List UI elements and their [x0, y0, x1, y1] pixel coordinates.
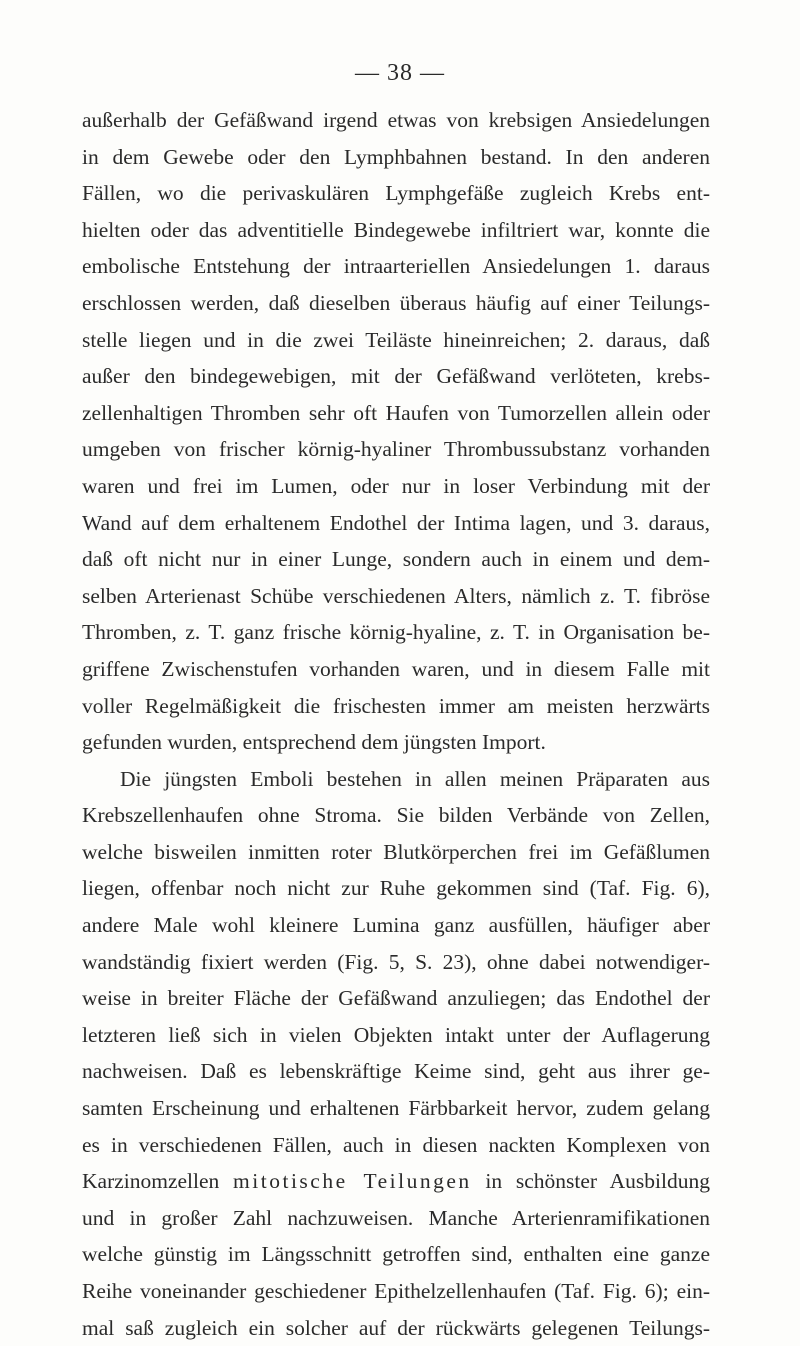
text-line: mal saß zugleich ein solcher auf der rückwärts gelegenen Teilungs-: [82, 1315, 710, 1340]
text-line: waren und frei im Lumen, oder nur in loser Verbindung mit der: [82, 473, 710, 498]
text-line: umgeben von frischer körnig-hyaliner Thrombussubstanz vorhanden: [82, 437, 710, 462]
text-line: weise in breiter Fläche der Gefäßwand anzuliegen; das Endothel der: [82, 986, 710, 1011]
text-line: und in großer Zahl nachzuweisen. Manche Arterienramifikationen: [82, 1205, 710, 1230]
text-line: Reihe voneinander geschiedener Epithelzellenhaufen (Taf. Fig. 6); ein-: [82, 1279, 710, 1303]
text-line: Fällen, wo die perivaskulären Lymphgefäße zugleich Krebs ent-: [82, 181, 710, 206]
text-line: andere Male wohl kleinere Lumina ganz ausfüllen, häufiger aber: [82, 913, 710, 938]
body-text: [82, 102, 710, 1346]
text-run: in schönster Ausbildung: [471, 1169, 710, 1194]
text-line: erschlossen werden, daß dieselben überaus häufig auf einer Teilungs-: [82, 290, 710, 315]
text-line: daß oft nicht nur in einer Lunge, sondern auch in einem und dem-: [82, 547, 710, 572]
text-line: stelle liegen und in die zwei Teiläste hineinreichen; 2. daraus, daß: [82, 327, 710, 352]
text-line: es in verschiedenen Fällen, auch in diesen nackten Komplexen von: [82, 1132, 710, 1157]
text-line: samten Erscheinung und erhaltenen Färbbarkeit hervor, zudem gelang: [82, 1096, 710, 1121]
page-number: — 38 —: [355, 60, 445, 86]
text-line: Krebszellenhaufen ohne Stroma. Sie bilden Verbände von Zellen,: [82, 803, 710, 828]
text-line: welche günstig im Längsschnitt getroffen sind, enthalten eine ganze: [82, 1242, 710, 1267]
text-line: Die jüngsten Emboli bestehen in allen meinen Präparaten aus: [120, 766, 710, 791]
text-line: selben Arterienast Schübe verschiedenen Alters, nämlich z. T. fibröse: [82, 583, 710, 608]
text-line: in dem Gewebe oder den Lymphbahnen bestand. In den anderen: [82, 144, 710, 169]
text-line: hielten oder das adventitielle Bindegewebe infiltriert war, konnte die: [82, 217, 710, 242]
text-line: zellenhaltigen Thromben sehr oft Haufen von Tumorzellen allein oder: [82, 400, 710, 425]
text-line: außer den bindegewebigen, mit der Gefäßwand verlöteten, krebs-: [82, 364, 710, 389]
text-run: Karzinomzellen: [82, 1169, 234, 1194]
text-line: welche bisweilen inmitten roter Blutkörperchen frei im Gefäßlumen: [82, 839, 710, 864]
text-line: Thromben, z. T. ganz frische körnig-hyaline, z. T. in Organisation be-: [82, 620, 710, 645]
text-line: nachweisen. Daß es lebenskräftige Keime sind, geht aus ihrer ge-: [82, 1059, 710, 1084]
text-line: letzteren ließ sich in vielen Objekten intakt unter der Auflagerung: [82, 1022, 710, 1047]
text-line: gefunden wurden, entsprechend dem jüngsten Import.: [82, 730, 546, 755]
text-line-spaced: [82, 1163, 710, 1200]
text-line: außerhalb der Gefäßwand irgend etwas von krebsigen Ansiedelungen: [82, 108, 710, 132]
text-line: embolische Entstehung der intraarteriellen Ansiedelungen 1. daraus: [82, 254, 710, 279]
text-line: wandständig fixiert werden (Fig. 5, S. 23), ohne dabei notwendiger-: [82, 949, 710, 974]
text-line: griffene Zwischenstufen vorhanden waren, und in diesem Falle mit: [82, 656, 710, 681]
text-line: liegen, offenbar noch nicht zur Ruhe gekommen sind (Taf. Fig. 6),: [82, 876, 710, 901]
text-line: Wand auf dem erhaltenem Endothel der Intima lagen, und 3. daraus,: [82, 510, 710, 535]
emphasized-text: mitotische Teilungen: [233, 1169, 472, 1194]
text-line: voller Regelmäßigkeit die frischesten immer am meisten herzwärts: [82, 693, 710, 718]
